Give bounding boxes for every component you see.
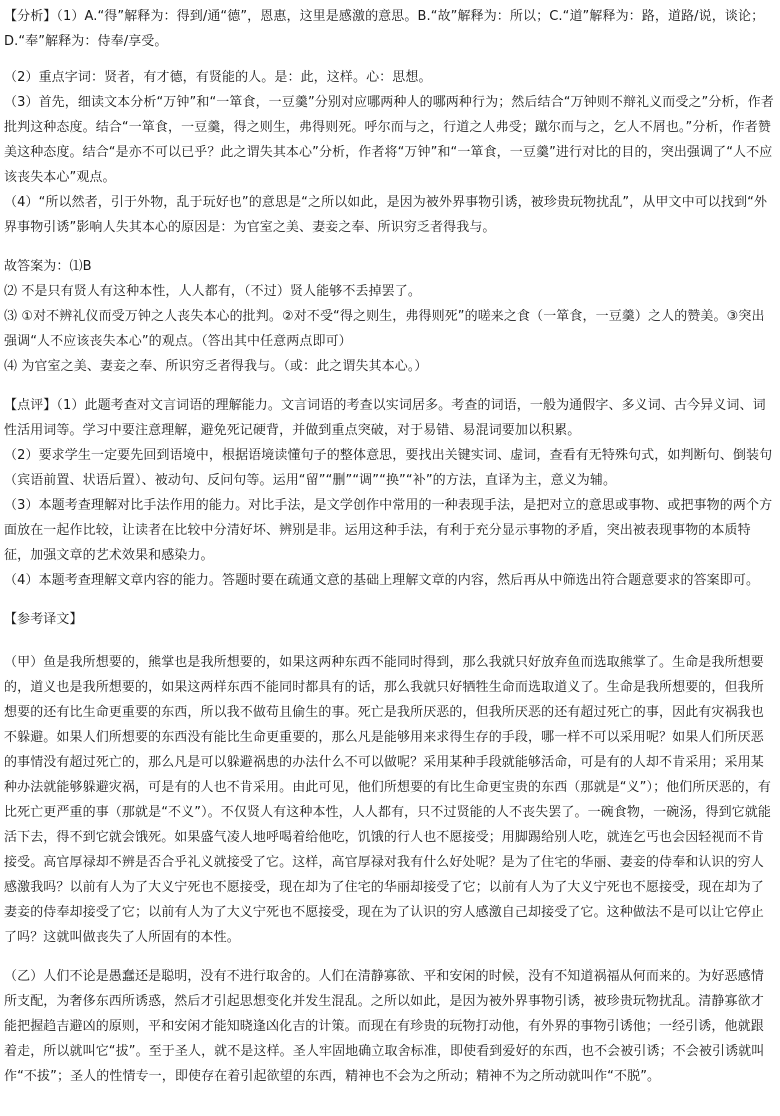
- comment-section: [4, 393, 774, 593]
- translation-yi: （乙）人们不论是愚蠢还是聪明，没有不进行取舍的。人们在清静寡欲、平和安闲的时候，没有不知道祸福从何而来的。为好恶感情所支配，为奢侈东西所诱惑，然后才引起思想变化并发生混乱。之所以如此，是因为被外界事物引诱，被珍贵玩物扰乱。清静寡欲才能把握趋吉避凶的原则，平和安闲才能知晓逢凶化吉的计策。而现在有珍贵的玩物打动他，有外界的事物引诱他；一经引诱，他就跟着走，所以就叫它“拔”。至于圣人，就不是这样。圣人牢固地确立取舍标准，即使看到爱好的东西，也不会被引诱；不会被引诱就叫作“不拔”；圣人的性情专一，即使存在着引起欲望的东西，精神也不会为之所动；精神不为之所动就叫作“不脱”。: [4, 969, 765, 1084]
- translation-section: [4, 607, 774, 1089]
- comment-paragraph-3: （3）本题考查理解对比手法作用的能力。对比手法，是文学创作中常用的一种表现手法，是把对立的意思或事物、或把事物的两个方面放在一起作比较，让读者在比较中分清好坏、辨别是非。运用这种手法，有利于充分显示事物的矛盾，突出被表现事物的本质特征，加强文章的艺术效果和感染力。: [4, 498, 773, 563]
- analysis-paragraph-2: （2）重点字词：贤者，有才德，有贤能的人。是：此，这样。心：思想。: [4, 70, 432, 85]
- comment-paragraph-1: 【点评】（1）此题考查对文言词语的理解能力。文言词语的考查以实词居多。考查的词语，一般为通假字、多义词、古今异义词、词性活用词等。学习中要注意理解，避免死记硬背，并做到重点突破，对于易错、易混词要加以积累。: [4, 398, 766, 438]
- answer-line-0: 故答案为：⑴B: [4, 259, 92, 274]
- comment-paragraph-2: （2）要求学生一定要先回到语境中，根据语境读懂句子的整体意思，要找出关键实词、虚词，查看有无特殊句式，如判断句、倒装句（宾语前置、状语后置）、被动句、反问句等。运用“留”“删”“调”“换”“补”的方法，直译为主，意义为辅。: [4, 448, 773, 488]
- analysis-paragraph-1: 【分析】（1）A.“得”解释为：得到/通“德”，恩惠，这里是感激的意思。B.“故”解释为：所以；C.“道”解释为：路，道路/说，谈论；D.“奉”解释为：侍奉/享受。: [4, 9, 765, 49]
- answer-line-3: ⑶ ①对不辨礼仪而受万钟之人丧失本心的批判。②对不受“得之则生，弗得则死”的嗟来之食（一箪食，一豆羹）之人的赞美。③突出强调“人不应该丧失本心”的观点。（答出其中任意两点即可）: [4, 309, 765, 349]
- answer-line-2: ⑵ 不是只有贤人有这种本性，人人都有，（不过）贤人能够不丢掉罢了。: [4, 284, 421, 299]
- translation-heading: 【参考译文】: [4, 612, 83, 627]
- analysis-paragraph-3: （3）首先，细读文本分析“万钟”和“一箪食，一豆羹”分别对应哪两种人的哪两种行为；然后结合“万钟则不辩礼义而受之”分析，作者批判这种态度。结合“一箪食，一豆羹，得之则生，弗得则死。呼尔而与之，行道之人弗受；蹴尔而与之，乞人不屑也。”分析，作者赞美这种态度。结合“是亦不可以已乎？此之谓失其本心”分析，作者将“万钟”和“一箪食，一豆羹”进行对比的目的，突出强调了“人不应该丧失本心”观点。: [4, 95, 774, 185]
- analysis-paragraph-4: （4）“所以然者，引于外物，乱于玩好也”的意思是“之所以如此，是因为被外界事物引诱，被珍贵玩物扰乱”，从甲文中可以找到“外界事物引诱”影响人失其本心的原因是：为官室之美、妻妾之奉、所识穷乏者得我与。: [4, 195, 768, 235]
- comment-paragraph-4: （4）本题考查理解文章内容的能力。答题时要在疏通文意的基础上理解文章的内容，然后再从中筛选出符合题意要求的答案即可。: [4, 573, 760, 588]
- translation-jia: （甲）鱼是我所想要的，熊掌也是我所想要的，如果这两种东西不能同时得到，那么我就只好放弃鱼而选取熊掌了。生命是我所想要的，道义也是我所想要的，如果这两样东西不能同时都具有的话，那么我就只好牺牲生命而选取道义了。生命是我所想要的，但我所想要的还有比生命更重要的东西，所以我不做苟且偷生的事。死亡是我所厌恶的，但我所厌恶的还有超过死亡的事，因此有灾祸我也不躲避。如果人们所想要的东西没有能比生命更重要的，那么凡是能够用来求得生存的手段，哪一样不可以采用呢？如果人们所厌恶的事情没有超过死亡的，那么凡是可以躲避祸患的办法什么不可以做呢？采用某种手段就能够活命，可是有的人却不肯采用；采用某种办法就能够躲避灾祸，可是有的人也不肯采用。由此可见，他们所想要的有比生命更宝贵的东西（那就是“义”）；他们所厌恶的，有比死亡更严重的事（那就是“不义”）。不仅贤人有这种本性，人人都有，只不过贤能的人不丧失罢了。一碗食物，一碗汤，得到它就能活下去，得不到它就会饿死。如果盛气凌人地呼喝着给他吃，饥饿的行人也不愿接受；用脚踢给别人吃，就连乞丐也会因轻视而不肯接受。高官厚禄却不辨是否合乎礼义就接受了它。这样，高官厚禄对我有什么好处呢？是为了住宅的华丽、妻妾的侍奉和认识的穷人感激我吗？以前有人为了大义宁死也不愿接受，现在却为了住宅的华丽却接受了它；以前有人为了大义宁死也不愿接受，现在却为了妻妾的侍奉却接受了它；以前有人为了大义宁死也不愿接受，现在为了认识的穷人感激自己却接受了它。这种做法不是可以让它停止了吗？这就叫做丧失了人所固有的本性。: [4, 655, 771, 945]
- analysis-section: [4, 4, 774, 240]
- answer-line-4: ⑷ 为官室之美、妻妾之奉、所识穷乏者得我与。（或：此之谓失其本心。）: [4, 359, 428, 374]
- answers-section: [4, 254, 774, 379]
